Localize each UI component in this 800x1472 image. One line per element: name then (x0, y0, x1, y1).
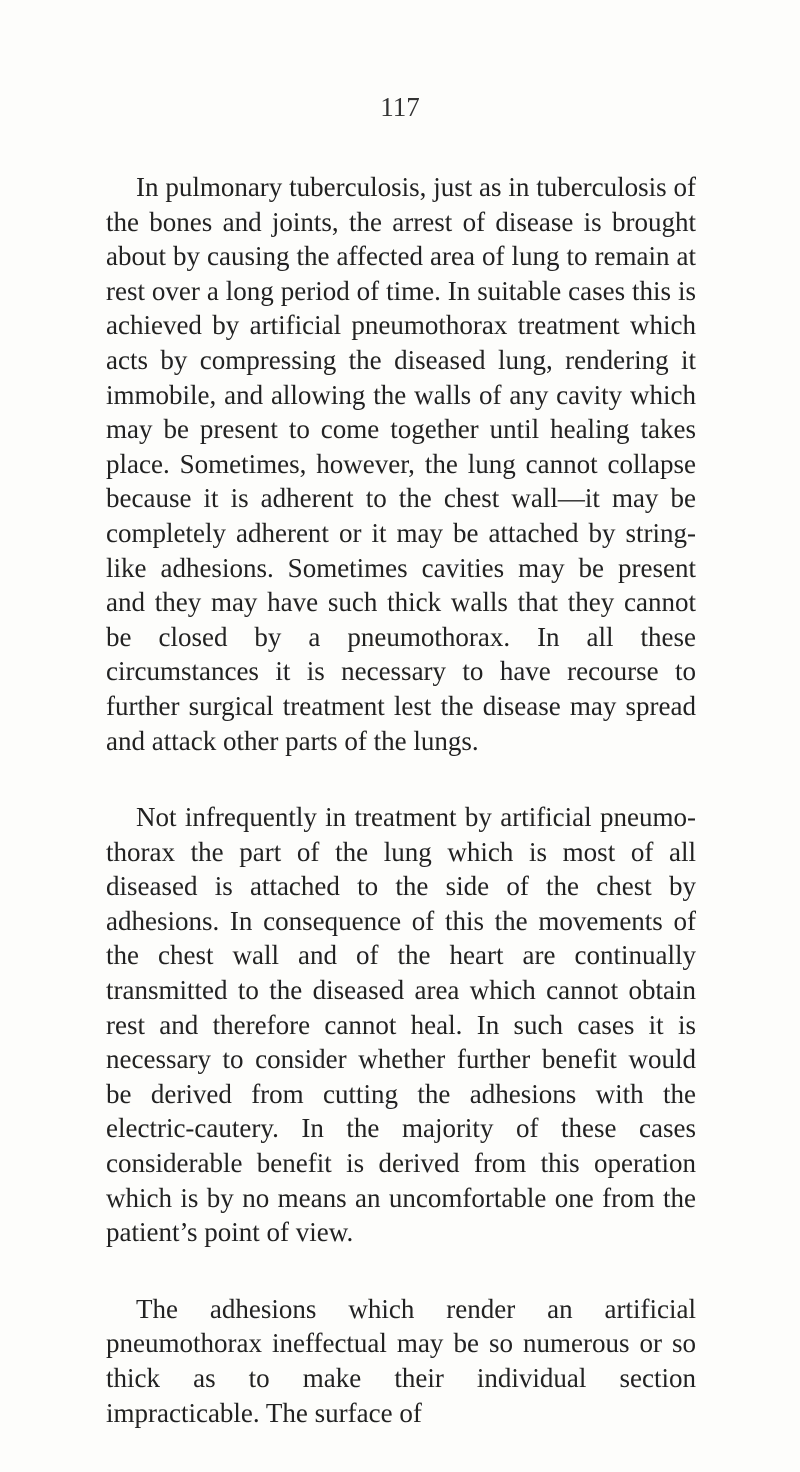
paragraph-3: The adhesions which render an artificial pneumothorax ineffectual may be so numerous or so thick as to make their individual section impracticable. The surface of (106, 1293, 696, 1428)
paragraph-1: In pulmonary tuberculosis, just as in tuberculosis of the bones and joints, the arrest of disease is brought about by causing the affected area of lung to remain at rest over a long period of time. In suitable cases this is achieved by artificial pneumothorax treatment which acts by compressing the diseased lung, rendering it immobile, and allowing the walls of any cavity which may be present to come together until healing takes place. Sometimes, however, the lung cannot collapse because it is adherent to the chest wall—it may be completely adherent or it may be attached by string-like adhesions. Sometimes cavities may be present and they may have such thick walls that they cannot be closed by a pneumothorax. In all these circumstances it is necessary to have recourse to further surgical treatment lest the disease may spread and attack other parts of the lungs. (106, 172, 696, 756)
paragraph-2: Not infrequently in treatment by artificial pneumo-thorax the part of the lung which is most of all diseased is attached to the side of the chest by adhesions. In consequence of this the movements of the chest wall and of the heart are continually transmitted to the diseased area which cannot obtain rest and therefore cannot heal. In such cases it is necessary to consider whether further benefit would be derived from cutting the adhesions with the electric-cautery. In the majority of these cases considerable benefit is derived from this operation which is by no means an uncomfortable one from the patient’s point of view. (106, 802, 696, 1248)
body-text (106, 170, 696, 1472)
page-number: 117 (380, 92, 420, 122)
